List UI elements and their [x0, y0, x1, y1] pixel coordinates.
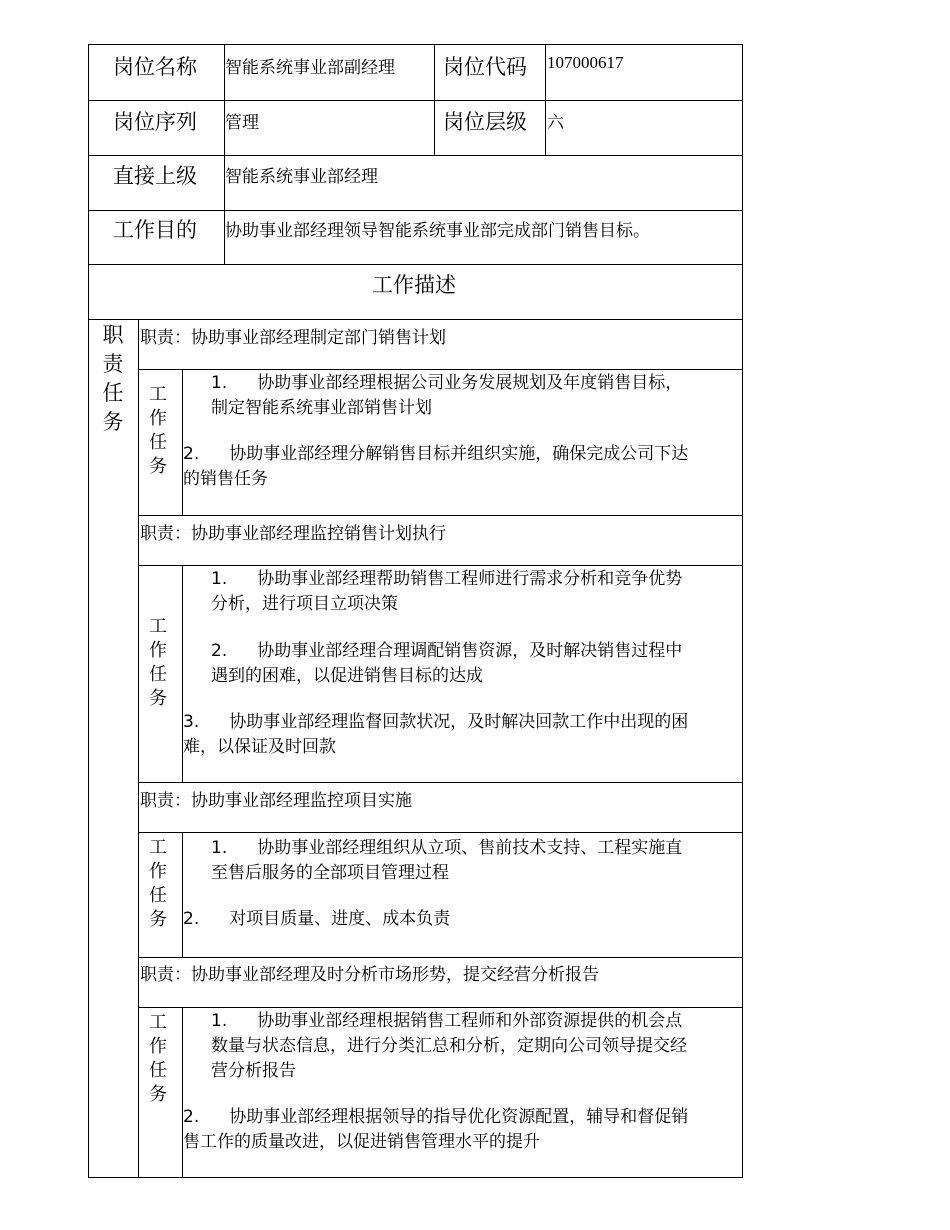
duties-label-char: 任 — [102, 381, 124, 405]
position-code-value: 107000617 — [547, 53, 624, 72]
row-divider — [88, 319, 743, 320]
row-divider — [88, 155, 743, 156]
duties-label-char: 职 — [102, 323, 124, 347]
task-item — [211, 371, 682, 421]
position-name-value: 智能系统事业部副经理 — [225, 58, 395, 78]
row-divider — [88, 100, 743, 101]
row-divider — [88, 264, 743, 265]
superior-label: 直接上级 — [113, 164, 197, 188]
task-number: 2. — [183, 909, 200, 929]
level-value: 六 — [547, 113, 564, 133]
task-item — [183, 907, 450, 932]
position-code-label: 岗位代码 — [443, 55, 527, 79]
task-label-char: 作 — [149, 408, 167, 429]
task-label-char: 任 — [149, 432, 167, 453]
col-divider — [545, 44, 546, 156]
row-divider — [138, 369, 743, 370]
task-text: 对项目质量、进度、成本负责 — [229, 909, 451, 929]
purpose-label: 工作目的 — [113, 218, 197, 242]
task-text: 数量与状态信息，进行分类汇总和分析，定期向公司领导提交经 — [211, 1036, 687, 1056]
duty-title: 职责：协助事业部经理监控项目实施 — [140, 791, 412, 811]
task-text: 的销售任务 — [183, 469, 268, 489]
duties-label-char: 责 — [102, 352, 124, 376]
task-number: 1. — [211, 569, 228, 589]
table-border-top — [88, 44, 743, 45]
task-vertical-label — [143, 836, 173, 932]
row-divider — [138, 515, 743, 516]
task-label-char: 作 — [149, 640, 167, 661]
row-divider — [138, 1007, 743, 1008]
task-label-char: 工 — [149, 616, 167, 637]
task-text: 售工作的质量改进，以促进销售管理水平的提升 — [183, 1132, 540, 1152]
superior-value: 智能系统事业部经理 — [225, 167, 378, 187]
task-vertical-label — [143, 615, 173, 711]
task-label-char: 作 — [149, 861, 167, 882]
task-number: 1. — [211, 373, 228, 393]
task-text: 遇到的困难，以促进销售目标的达成 — [211, 666, 483, 686]
table-border-bottom — [88, 1177, 743, 1178]
task-item — [183, 442, 688, 492]
section-title: 工作描述 — [372, 273, 456, 297]
row-divider — [138, 565, 743, 566]
task-text: 协助事业部经理分解销售目标并组织实施，确保完成公司下达 — [229, 444, 689, 464]
task-item — [211, 1009, 687, 1084]
duty-title: 职责：协助事业部经理监控销售计划执行 — [140, 524, 446, 544]
task-text: 营分析报告 — [211, 1061, 296, 1081]
task-label-char: 务 — [149, 456, 167, 477]
col-divider — [182, 833, 183, 957]
row-divider — [88, 210, 743, 211]
task-text: 协助事业部经理合理调配销售资源，及时解决销售过程中 — [257, 641, 683, 661]
duties-label-char: 务 — [102, 410, 124, 434]
task-vertical-label — [143, 1011, 173, 1107]
col-divider — [434, 44, 435, 156]
purpose-value: 协助事业部经理领导智能系统事业部完成部门销售目标。 — [225, 221, 650, 241]
task-text: 协助事业部经理组织从立项、售前技术支持、工程实施直 — [257, 838, 683, 858]
task-label-char: 务 — [149, 909, 167, 930]
col-divider — [138, 319, 139, 1178]
task-label-char: 任 — [149, 1060, 167, 1081]
task-text: 协助事业部经理根据领导的指导优化资源配置，辅导和督促销 — [229, 1107, 689, 1127]
task-text: 协助事业部经理根据销售工程师和外部资源提供的机会点 — [257, 1011, 683, 1031]
task-text: 协助事业部经理根据公司业务发展规划及年度销售目标， — [257, 373, 683, 393]
task-label-char: 任 — [149, 664, 167, 685]
duties-vertical-label — [98, 321, 128, 437]
task-item — [183, 1105, 688, 1155]
task-label-char: 工 — [149, 384, 167, 405]
task-item — [211, 567, 682, 617]
level-label: 岗位层级 — [443, 110, 527, 134]
task-text: 协助事业部经理帮助销售工程师进行需求分析和竞争优势 — [257, 569, 683, 589]
task-number: 2. — [183, 1107, 200, 1127]
task-label-char: 任 — [149, 885, 167, 906]
row-divider — [138, 782, 743, 783]
task-label-char: 务 — [149, 688, 167, 709]
task-label-char: 工 — [149, 1012, 167, 1033]
task-item — [183, 710, 688, 760]
duty-title: 职责：协助事业部经理及时分析市场形势，提交经营分析报告 — [140, 965, 599, 985]
task-label-char: 工 — [149, 837, 167, 858]
row-divider — [138, 957, 743, 958]
position-name-label: 岗位名称 — [113, 55, 197, 79]
task-number: 1. — [211, 1011, 228, 1031]
task-text: 制定智能系统事业部销售计划 — [211, 398, 432, 418]
table-border-left — [88, 44, 89, 1178]
sequence-value: 管理 — [225, 113, 259, 133]
task-text: 协助事业部经理监督回款状况，及时解决回款工作中出现的困 — [229, 712, 689, 732]
row-divider — [138, 832, 743, 833]
task-number: 2. — [211, 641, 228, 661]
task-item — [211, 836, 682, 886]
task-item — [211, 639, 682, 689]
task-number: 3. — [183, 712, 200, 732]
task-text: 至售后服务的全部项目管理过程 — [211, 863, 449, 883]
task-number: 1. — [211, 838, 228, 858]
task-text: 难，以保证及时回款 — [183, 737, 336, 757]
task-number: 2. — [183, 444, 200, 464]
duty-title: 职责：协助事业部经理制定部门销售计划 — [140, 328, 446, 348]
task-label-char: 务 — [149, 1084, 167, 1105]
task-text: 分析，进行项目立项决策 — [211, 594, 398, 614]
sequence-label: 岗位序列 — [113, 110, 197, 134]
task-vertical-label — [143, 383, 173, 479]
task-label-char: 作 — [149, 1036, 167, 1057]
